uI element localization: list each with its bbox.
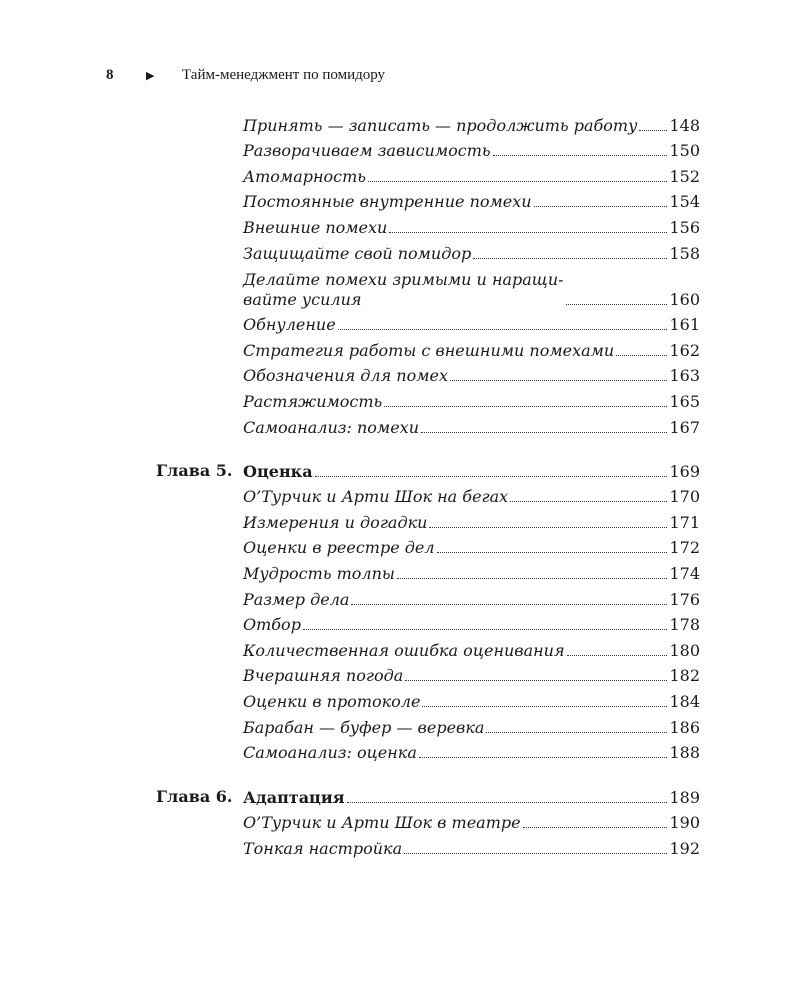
toc-entry-page: 154	[669, 192, 700, 212]
chapter-5-page: 169	[669, 461, 700, 481]
toc-entry[interactable]	[243, 533, 700, 559]
toc-entry[interactable]	[243, 686, 700, 712]
toc-entry-page: 160	[669, 289, 700, 309]
toc-entry-title: Обнуление	[243, 315, 336, 335]
toc-entry-title: О’Турчик и Арти Шок на бегах	[243, 487, 509, 507]
dot-leader	[534, 206, 668, 207]
toc-entry-page: 188	[669, 743, 700, 763]
dot-leader	[338, 329, 668, 330]
toc-entry[interactable]	[243, 507, 700, 533]
dot-leader	[566, 304, 668, 305]
toc-entry-page: 190	[669, 813, 700, 833]
toc-entry-title: Измерения и догадки	[243, 512, 428, 532]
toc-entry-title: Стратегия работы с внешними помехами	[243, 340, 615, 360]
toc-entry-page: 192	[669, 838, 700, 858]
dot-leader	[493, 155, 668, 156]
dot-leader	[389, 232, 667, 233]
toc-entry-page: 165	[669, 391, 700, 411]
toc-entry-page: 161	[669, 315, 700, 335]
toc-entry-title: Защищайте свой помидор	[243, 243, 472, 263]
toc-entry-page: 186	[669, 717, 700, 737]
toc-entry-page: 176	[669, 589, 700, 609]
dot-leader	[419, 757, 668, 758]
toc-entry-page: 174	[669, 563, 700, 583]
running-header	[106, 64, 385, 86]
toc-entry-page: 180	[669, 640, 700, 660]
toc-entry-title: Оценки в протоколе	[243, 691, 421, 711]
dot-leader	[351, 604, 667, 605]
dot-leader	[405, 680, 667, 681]
toc-entry-page: 163	[669, 366, 700, 386]
toc-entry-title: Оценки в реестре дел	[243, 538, 435, 558]
toc-entry[interactable]	[243, 264, 700, 310]
toc-entry-page: 162	[669, 340, 700, 360]
toc-entry-page: 171	[669, 512, 700, 532]
toc-entry-title: Отбор	[243, 615, 301, 635]
dot-leader	[473, 258, 667, 259]
toc-entry-title-line1: Делайте помехи зримыми и наращи-	[243, 269, 564, 289]
toc-entry-page: 172	[669, 538, 700, 558]
toc-entry-title-wrap	[243, 270, 564, 310]
dot-leader	[510, 501, 667, 502]
page-number: 8	[106, 66, 114, 83]
toc-entry-title: Внешние помехи	[243, 217, 388, 237]
chapter-5-entry[interactable]	[243, 456, 700, 482]
dot-leader	[368, 181, 667, 182]
chapter-6-entry[interactable]	[243, 782, 700, 808]
toc-entry-page: 182	[669, 666, 700, 686]
dot-leader	[397, 578, 668, 579]
toc-entry-title: Самоанализ: помехи	[243, 417, 419, 437]
toc-entry[interactable]	[243, 738, 700, 764]
toc-entry-title: Атомарность	[243, 166, 366, 186]
toc-entry-title: Разворачиваем зависимость	[243, 141, 491, 161]
toc-entry-title: Постоянные внутренние помехи	[243, 192, 532, 212]
toc-entry-title: Мудрость толпы	[243, 563, 395, 583]
toc-entry-title: Барабан — буфер — веревка	[243, 717, 485, 737]
toc-entry-title: Количественная ошибка оценивания	[243, 640, 565, 660]
toc-entry-page: 167	[669, 417, 700, 437]
dot-leader	[486, 732, 667, 733]
toc-entry-page: 170	[669, 487, 700, 507]
toc-entry-title: Размер дела	[243, 589, 350, 609]
toc-entry[interactable]	[243, 610, 700, 636]
dot-leader	[404, 853, 667, 854]
toc-entry-page: 158	[669, 243, 700, 263]
toc-entry[interactable]	[243, 110, 700, 136]
dot-leader	[429, 527, 667, 528]
chapter-5-label: Глава 5.	[156, 461, 233, 480]
toc-entry[interactable]	[243, 136, 700, 162]
toc-entry[interactable]	[243, 482, 700, 508]
dot-leader	[303, 629, 668, 630]
toc-entry[interactable]	[243, 161, 700, 187]
toc-entry[interactable]	[243, 635, 700, 661]
toc-entry-page: 148	[669, 115, 700, 135]
toc-entry[interactable]	[243, 833, 700, 859]
toc-entry[interactable]	[243, 808, 700, 834]
chapter-6-title: Адаптация	[243, 787, 345, 807]
toc-entry[interactable]	[243, 584, 700, 610]
running-title: Тайм-менеджмент по помидору	[182, 66, 386, 83]
toc-entry[interactable]	[243, 558, 700, 584]
toc-entry-page: 150	[669, 141, 700, 161]
toc-entry-title: Принять — записать — продолжить работу	[243, 115, 638, 135]
dot-leader	[567, 655, 668, 656]
arrow-icon: ▶	[146, 69, 155, 82]
toc-entry-page: 184	[669, 691, 700, 711]
dot-leader	[616, 355, 667, 356]
toc-entry-title: Вчерашняя погода	[243, 666, 404, 686]
chapter-6-page: 189	[669, 787, 700, 807]
toc-entry-title: Обозначения для помех	[243, 366, 448, 386]
dot-leader	[639, 130, 667, 131]
toc-entry[interactable]	[243, 238, 700, 264]
toc-entry-title: Тонкая настройка	[243, 838, 403, 858]
toc-entry[interactable]	[243, 412, 700, 438]
toc-entry[interactable]	[243, 661, 700, 687]
toc-entry-title: Самоанализ: оценка	[243, 743, 417, 763]
dot-leader	[347, 802, 668, 803]
dot-leader	[437, 552, 668, 553]
toc-entry-page: 156	[669, 217, 700, 237]
toc-entry[interactable]	[243, 335, 700, 361]
toc-entry-title-line2: вайте усилия	[243, 289, 362, 309]
chapter-6-label: Глава 6.	[156, 787, 233, 806]
dot-leader	[450, 380, 667, 381]
toc-entry[interactable]	[243, 386, 700, 412]
toc-entry[interactable]	[243, 361, 700, 387]
toc-entry-title: Растяжимость	[243, 391, 383, 411]
toc-entry[interactable]	[243, 712, 700, 738]
dot-leader	[523, 827, 668, 828]
toc-entry-title: О’Турчик и Арти Шок в театре	[243, 813, 521, 833]
dot-leader	[421, 432, 667, 433]
dot-leader	[384, 406, 667, 407]
chapter-5-title: Оценка	[243, 461, 313, 481]
toc-entry[interactable]	[243, 212, 700, 238]
toc-entry[interactable]	[243, 310, 700, 336]
dot-leader	[315, 476, 668, 477]
toc-entry-page: 178	[669, 615, 700, 635]
dot-leader	[422, 706, 667, 707]
toc-entry-page: 152	[669, 166, 700, 186]
toc-entry[interactable]	[243, 187, 700, 213]
